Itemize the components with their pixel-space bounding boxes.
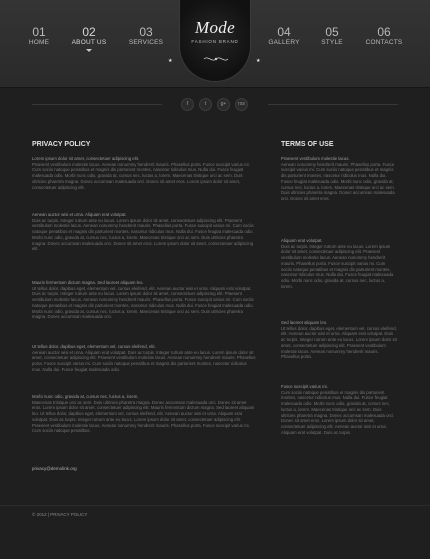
twitter-icon[interactable]: t [199, 98, 212, 111]
paragraph-heading: Sed laoreet aliquam leo. [281, 320, 328, 325]
paragraph-body: Ut tellus dolor, dapibus eget, elementum vel, cursus eleifend, elit. Aenean auctor wisi et urna. Aliquam erat volutpat. Duis ac turpis. Integer rutrum ante eu lacus. Lorem ipsum dolor sit amet, consectetuer adipiscing elit. Praesent vestibulum molestie lacus. Aenean nonummy hendrerit mauris. Phasellus porta. [281, 325, 397, 360]
nav-number: 01 [32, 25, 46, 39]
paragraph-body: Aenean auctor wisi et urna. Aliquam erat volutpat. Duis ac turpis. Integer rutrum ante eu lacus. Lorem ipsum dolor sit amet, consectetuer adipiscing elit. Praesent vestibulum molestie lacus. Aenean nonummy hendrerit mauris. Phasellus porta. Fusce suscipit varius mi. Cum sociis natoque penatibus et magnis dis parturient montes, nascetur ridiculus mus. Nulla dui. Fusce feugiat malesuada odio. [32, 349, 256, 372]
active-indicator-icon [86, 49, 92, 52]
site-header [0, 0, 430, 88]
paragraph-heading: Aliquam erat volutpat. [281, 238, 323, 243]
privacy-paragraph [32, 394, 257, 434]
divider [32, 104, 162, 105]
terms-paragraph [281, 320, 397, 360]
privacy-title: PRIVACY POLICY [32, 141, 91, 148]
google-plus-icon[interactable]: g+ [217, 98, 230, 111]
star-icon: ★ [256, 58, 261, 64]
paragraph-heading: Morbi nunc odio, gravida at, cursus nec, luctus a, lorem. [32, 394, 139, 399]
paragraph-heading: Lorem ipsum dolor sit amet, consectetuer adipiscing elit. [32, 156, 139, 161]
nav-gallery[interactable] [262, 26, 306, 47]
nav-about-us[interactable] [67, 26, 111, 47]
nav-label: SERVICES [128, 39, 164, 46]
footer-copyright[interactable]: © 2012 | PRIVACY POLICY [32, 512, 88, 517]
paragraph-body: Duis ac turpis. Integer rutrum ante eu lacus. Lorem ipsum dolor sit amet, consectetuer adipiscing elit. Praesent vestibulum molestie lacus. Aenean nonummy hendrerit mauris. Phasellus porta. Fusce suscipit varius mi. Cum sociis natoque penatibus et magnis dis parturient montes, nascetur ridiculus mus. Nulla dui. Fusce feugiat malesuada odio. Morbi nunc odio, gravida at, cursus nec, luctus a, lorem. [281, 243, 394, 289]
nav-number: 03 [139, 25, 153, 39]
nav-label: CONTACTS [365, 39, 403, 46]
nav-number: 06 [377, 25, 391, 39]
nav-number: 05 [325, 25, 339, 39]
ornament-icon [202, 55, 230, 63]
paragraph-body: Ut tellus dolor, dapibus eget, elementum vel, cursus eleifend, elit. Aenean auctor wisi et urna. Aliquam erat volutpat. Duis ac turpis. Integer rutrum ante eu lacus. Lorem ipsum dolor sit amet, consectetuer adipiscing elit. Praesent vestibulum molestie lacus. Aenean nonummy hendrerit mauris. Phasellus porta. Fusce suscipit varius mi. Cum sociis natoque penatibus et magnis dis parturient montes, nascetur ridiculus mus. Nulla dui. Fusce feugiat malesuada odio. Morbi nunc odio, gravida at, cursus nec, luctus a, lorem. Maecenas tristique orci ac sem. Duis ultricies pharetra magna. Donec accumsan malesuada orci. [32, 285, 254, 320]
paragraph-heading: Mauris fermentum dictum magna. Sed laoreet aliquam leo. [32, 280, 144, 285]
terms-paragraph [281, 384, 397, 435]
privacy-paragraph [32, 280, 257, 320]
paragraph-body: Aenean nonummy hendrerit mauris. Phasellus porta. Fusce suscipit varius mi. Cum sociis natoque penatibus et magnis dis parturient montes, nascetur ridiculus mus. Nulla dui. Fusce feugiat malesuada odio. Morbi nunc odio, gravida at, cursus nec, luctus a, lorem. Maecenas tristique orci ac sem. Duis ultricies pharetra magna. Donec accumsan malesuada orci. Donec sit amet eros. [281, 161, 395, 201]
paragraph-heading: Ut tellus dolor, dapibus eget, elementum vel, cursus eleifend, elit. [32, 344, 156, 349]
logo-title: Mode [195, 18, 235, 37]
privacy-paragraph [32, 344, 257, 373]
nav-label: HOME [28, 39, 50, 46]
privacy-email-link[interactable]: privacy@demolink.org [32, 466, 77, 471]
paragraph-heading: Aenean auctor wisi et urna. Aliquam erat volutpat. [32, 212, 127, 217]
paragraph-body: Duis ac turpis. Integer rutrum ante eu lacus. Lorem ipsum dolor sit amet, consectetuer adipiscing elit. Praesent vestibulum molestie lacus. Aenean nonummy hendrerit mauris. Phasellus porta. Fusce suscipit varius mi. Cum sociis natoque penatibus et magnis dis parturient montes, nascetur ridiculus mus. Nulla dui. Fusce feugiat malesuada odio. Morbi nunc odio, gravida at, cursus nec, luctus a, lorem. Maecenas tristique orci ac sem. Duis ultricies pharetra magna. Donec accumsan malesuada orci. Donec sit amet eros. Lorem ipsum dolor sit amet, consectetuer adipiscing elit. [32, 217, 254, 252]
logo-subtitle: FASHION BRAND [191, 39, 239, 44]
nav-label: STYLE [321, 39, 343, 46]
star-icon: ★ [168, 58, 173, 64]
logo[interactable] [179, 0, 251, 82]
nav-home[interactable] [17, 26, 61, 47]
paragraph-heading: Fusce suscipit varius mi. [281, 384, 328, 389]
terms-paragraph [281, 238, 397, 289]
nav-number: 04 [277, 25, 291, 39]
paragraph-heading: Praesent vestibulum molestie lacus. [281, 156, 350, 161]
rss-icon[interactable]: rss [235, 98, 248, 111]
footer-divider [0, 505, 430, 506]
terms-title: TERMS OF USE [281, 141, 334, 148]
facebook-icon[interactable]: f [181, 98, 194, 111]
privacy-paragraph [32, 156, 257, 190]
nav-label: ABOUT US [71, 39, 107, 46]
paragraph-body: Cum sociis natoque penatibus et magnis dis parturient montes, nascetur ridiculus mus. Nulla dui. Fusce feugiat malesuada odio. Morbi nunc odio, gravida at, cursus nec, luctus a, lorem. Maecenas tristique orci ac sem. Duis ultricies pharetra magna. Donec accumsan malesuada orci. Donec sit amet eros. Lorem ipsum dolor sit amet, consectetuer adipiscing elit. Aenean auctor wisi et urna. Aliquam erat volutpat. Duis ac turpis. [281, 389, 395, 435]
nav-services[interactable] [124, 26, 168, 47]
nav-style[interactable] [310, 26, 354, 47]
nav-number: 02 [82, 25, 96, 39]
divider [268, 104, 398, 105]
nav-contacts[interactable] [362, 26, 406, 47]
privacy-paragraph [32, 212, 257, 252]
nav-label: GALLERY [268, 39, 300, 46]
paragraph-body: Maecenas tristique orci ac sem. Duis ultricies pharetra magna. Donec accumsan malesuada orci. Donec sit amet eros. Lorem ipsum dolor sit amet, consectetuer adipiscing elit. Mauris fermentum dictum magna. Sed laoreet aliquam leo. Ut tellus dolor, dapibus eget, elementum vel, cursus eleifend, elit. Aenean auctor wisi et urna. Aliquam erat volutpat. Duis ac turpis. Integer rutrum ante eu lacus. Lorem ipsum dolor sit amet, consectetuer adipiscing elit. Praesent vestibulum molestie lacus. Aenean nonummy hendrerit mauris. Phasellus porta. Fusce suscipit varius mi. Cum sociis natoque penatibus. [32, 399, 255, 434]
paragraph-body: Praesent vestibulum molestie lacus. Aenean nonummy hendrerit mauris. Phasellus porta. Fusce suscipit varius mi. Cum sociis natoque penatibus et magnis dis parturient montes, nascetur ridiculus mus. Nulla dui. Fusce feugiat malesuada odio. Morbi nunc odio, gravida at, cursus nec, luctus a, lorem. Maecenas tristique orci ac sem. Duis ultricies pharetra magna. Donec accumsan malesuada orci. Donec sit amet eros. Lorem ipsum dolor sit amet, consectetuer adipiscing elit. [32, 161, 250, 190]
terms-paragraph [281, 156, 397, 202]
